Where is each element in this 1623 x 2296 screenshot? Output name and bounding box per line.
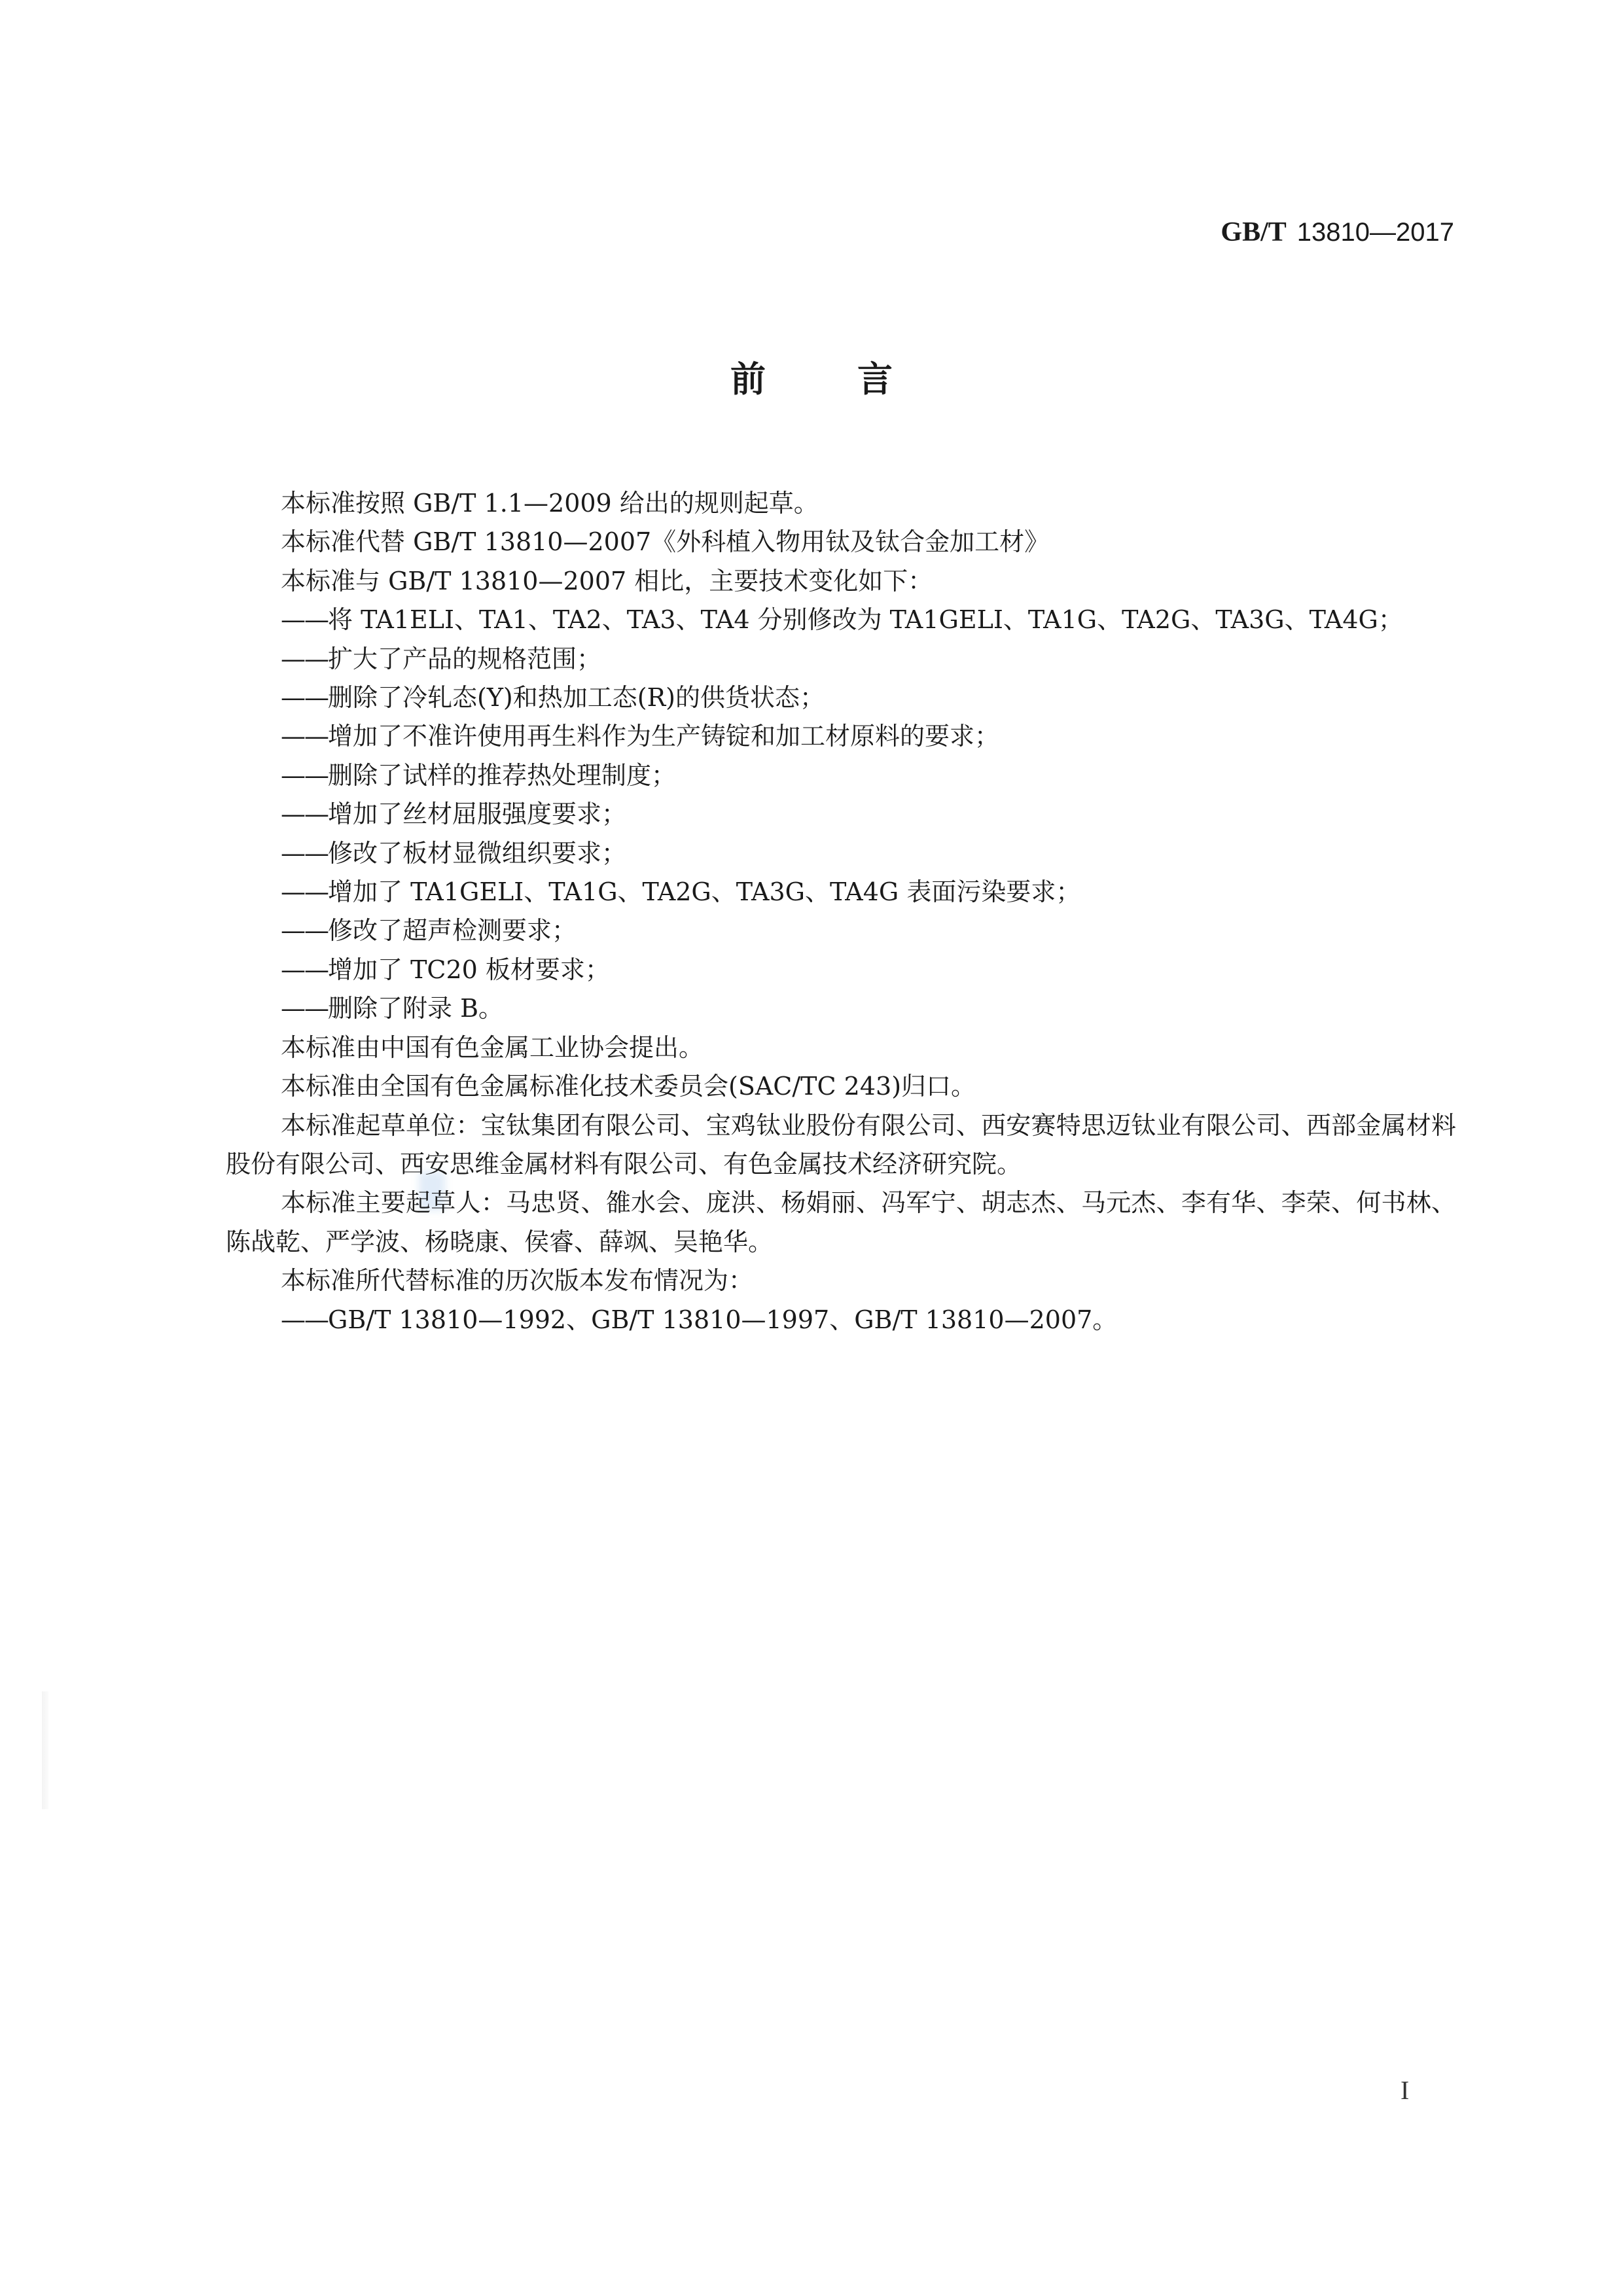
title-char: 言 xyxy=(857,359,984,400)
list-item-text: 修改了板材显微组织要求； xyxy=(328,838,627,868)
list-item-text: 将 TA1ELI、TA1、TA2、TA3、TA4 分别修改为 TA1GELI、TA1G、TA2G、TA3G、TA4G； xyxy=(328,605,1403,635)
list-item xyxy=(226,873,1456,911)
dash-marker: —— xyxy=(281,800,328,829)
list-item-text: 修改了超声检测要求； xyxy=(328,916,577,945)
page-number: I xyxy=(1400,2075,1410,2105)
dash-marker: —— xyxy=(281,838,328,868)
list-item xyxy=(226,756,1456,795)
list-item-text: 删除了冷轧态(Y)和热加工态(R)的供货状态； xyxy=(328,683,825,713)
list-item xyxy=(226,989,1456,1028)
scan-artifact xyxy=(42,1691,48,1809)
drafters-paragraph: 本标准主要起草人：马忠贤、雒水会、庞洪、杨娟丽、冯军宁、胡志杰、马元杰、李有华、李荣、何书林、陈战乾、严学波、杨晓康、侯睿、薛飒、吴艳华。 xyxy=(226,1188,1456,1256)
list-item-text: GB/T 13810—1992、GB/T 13810—1997、GB/T 13810—2007。 xyxy=(328,1305,1118,1334)
list-item-text: 删除了试样的推荐热处理制度； xyxy=(328,760,677,790)
dash-marker: —— xyxy=(281,994,328,1023)
dash-marker: —— xyxy=(281,722,328,751)
previous-versions-item xyxy=(226,1301,1456,1339)
title-char: 前 xyxy=(730,359,857,400)
dash-marker: —— xyxy=(281,644,328,673)
list-item-text: 增加了丝材屈服强度要求； xyxy=(328,800,627,829)
dash-marker: —— xyxy=(281,683,328,713)
list-item xyxy=(226,679,1456,717)
page-title xyxy=(0,353,1623,406)
paragraph: 本标准按照 GB/T 1.1—2009 给出的规则起草。 xyxy=(281,489,819,518)
paragraph: 本标准所代替标准的历次版本发布情况为： xyxy=(281,1266,754,1296)
list-item xyxy=(226,601,1456,639)
foreword-body xyxy=(226,484,1456,1339)
list-item xyxy=(226,911,1456,950)
dash-marker: —— xyxy=(281,760,328,790)
list-item xyxy=(226,834,1456,873)
list-item-text: 增加了不准许使用再生料作为生产铸锭和加工材原料的要求； xyxy=(328,722,1000,751)
paragraph: 本标准与 GB/T 13810—2007 相比，主要技术变化如下： xyxy=(281,566,933,595)
list-item xyxy=(226,795,1456,834)
list-item-text: 增加了 TA1GELI、TA1G、TA2G、TA3G、TA4G 表面污染要求； xyxy=(328,877,1081,907)
list-item xyxy=(226,717,1456,756)
list-item xyxy=(226,640,1456,679)
changes-list xyxy=(226,601,1456,1028)
dash-marker: —— xyxy=(281,916,328,945)
standard-header xyxy=(1221,213,1454,252)
dash-marker: —— xyxy=(281,955,328,984)
dash-marker: —— xyxy=(281,1305,328,1334)
list-item xyxy=(226,951,1456,989)
standard-code: GB/T xyxy=(1221,217,1287,247)
list-item-text: 扩大了产品的规格范围； xyxy=(328,644,602,673)
standard-number: 13810—2017 xyxy=(1296,218,1454,247)
dash-marker: —— xyxy=(281,605,328,635)
drafting-units-paragraph: 本标准起草单位：宝钛集团有限公司、宝鸡钛业股份有限公司、西安赛特思迈钛业有限公司、西部金属材料股份有限公司、西安思维金属材料有限公司、有色金属技术经济研究院。 xyxy=(226,1110,1456,1178)
paragraph: 本标准由中国有色金属工业协会提出。 xyxy=(281,1033,704,1062)
list-item-text: 增加了 TC20 板材要求； xyxy=(328,955,610,984)
list-item-text: 删除了附录 B。 xyxy=(328,994,504,1023)
paragraph: 本标准由全国有色金属标准化技术委员会(SAC/TC 243)归口。 xyxy=(281,1072,976,1101)
dash-marker: —— xyxy=(281,877,328,907)
paragraph: 本标准代替 GB/T 13810—2007《外科植入物用钛及钛合金加工材》 xyxy=(281,527,1050,557)
